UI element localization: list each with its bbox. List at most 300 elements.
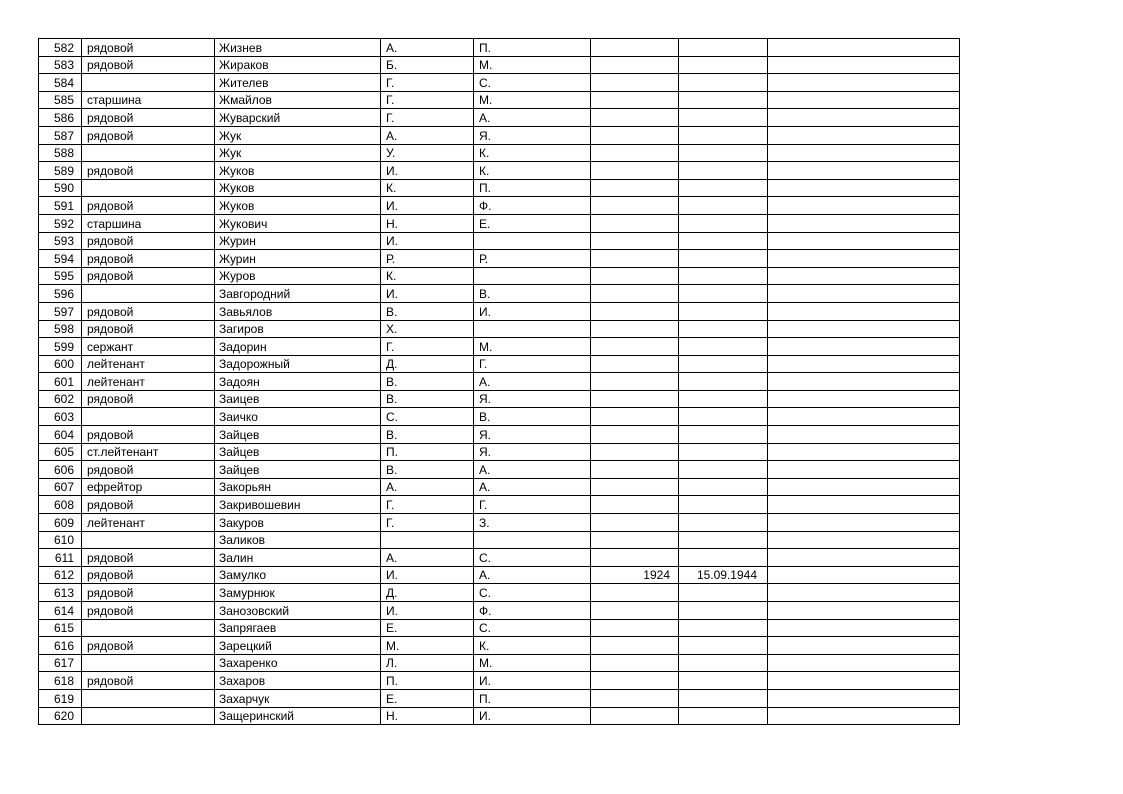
rank-cell bbox=[82, 285, 215, 303]
surname-cell: Завьялов bbox=[215, 302, 381, 320]
surname-cell: Заликов bbox=[215, 531, 381, 549]
patronymic-initial-cell bbox=[474, 531, 591, 549]
surname-cell: Закуров bbox=[215, 514, 381, 532]
row-number: 584 bbox=[39, 74, 82, 92]
first-initial-cell: У. bbox=[381, 144, 474, 162]
note-cell bbox=[768, 689, 960, 707]
table-row bbox=[39, 549, 960, 567]
row-number: 620 bbox=[39, 707, 82, 725]
row-number: 615 bbox=[39, 619, 82, 637]
row-number: 616 bbox=[39, 637, 82, 655]
table-row bbox=[39, 232, 960, 250]
rank-cell: лейтенант bbox=[82, 373, 215, 391]
first-initial-cell: Д. bbox=[381, 584, 474, 602]
table-row bbox=[39, 109, 960, 127]
first-initial-cell: Н. bbox=[381, 214, 474, 232]
first-initial-cell: А. bbox=[381, 39, 474, 57]
first-initial-cell: И. bbox=[381, 566, 474, 584]
note-cell bbox=[768, 250, 960, 268]
table-row bbox=[39, 637, 960, 655]
date-cell bbox=[679, 637, 768, 655]
birth-year-cell bbox=[591, 144, 679, 162]
first-initial-cell: Г. bbox=[381, 74, 474, 92]
table-row bbox=[39, 250, 960, 268]
date-cell bbox=[679, 672, 768, 690]
patronymic-initial-cell: Ф. bbox=[474, 197, 591, 215]
table-row bbox=[39, 179, 960, 197]
date-cell bbox=[679, 549, 768, 567]
patronymic-initial-cell: С. bbox=[474, 619, 591, 637]
table-row bbox=[39, 267, 960, 285]
date-cell bbox=[679, 478, 768, 496]
row-number: 612 bbox=[39, 566, 82, 584]
first-initial-cell: Б. bbox=[381, 56, 474, 74]
table-row bbox=[39, 56, 960, 74]
first-initial-cell: А. bbox=[381, 478, 474, 496]
rank-cell: рядовой bbox=[82, 320, 215, 338]
first-initial-cell: Р. bbox=[381, 250, 474, 268]
rank-cell: рядовой bbox=[82, 496, 215, 514]
rank-cell: ст.лейтенант bbox=[82, 443, 215, 461]
table-row bbox=[39, 619, 960, 637]
date-cell bbox=[679, 109, 768, 127]
note-cell bbox=[768, 214, 960, 232]
row-number: 618 bbox=[39, 672, 82, 690]
rank-cell bbox=[82, 74, 215, 92]
row-number: 606 bbox=[39, 461, 82, 479]
note-cell bbox=[768, 56, 960, 74]
surname-cell: Захаров bbox=[215, 672, 381, 690]
patronymic-initial-cell: К. bbox=[474, 637, 591, 655]
row-number: 591 bbox=[39, 197, 82, 215]
patronymic-initial-cell: Е. bbox=[474, 214, 591, 232]
birth-year-cell bbox=[591, 602, 679, 620]
birth-year-cell bbox=[591, 531, 679, 549]
note-cell bbox=[768, 672, 960, 690]
birth-year-cell bbox=[591, 689, 679, 707]
surname-cell: Журин bbox=[215, 250, 381, 268]
patronymic-initial-cell: М. bbox=[474, 654, 591, 672]
date-cell bbox=[679, 602, 768, 620]
note-cell bbox=[768, 443, 960, 461]
surname-cell: Жизнев bbox=[215, 39, 381, 57]
birth-year-cell bbox=[591, 267, 679, 285]
rank-cell: рядовой bbox=[82, 162, 215, 180]
surname-cell: Запрягаев bbox=[215, 619, 381, 637]
patronymic-initial-cell: Р. bbox=[474, 250, 591, 268]
patronymic-initial-cell: З. bbox=[474, 514, 591, 532]
table-row bbox=[39, 302, 960, 320]
rank-cell: рядовой bbox=[82, 232, 215, 250]
row-number: 608 bbox=[39, 496, 82, 514]
birth-year-cell bbox=[591, 373, 679, 391]
rank-cell: рядовой bbox=[82, 126, 215, 144]
rank-cell: старшина bbox=[82, 91, 215, 109]
birth-year-cell bbox=[591, 496, 679, 514]
row-number: 619 bbox=[39, 689, 82, 707]
note-cell bbox=[768, 461, 960, 479]
table-row bbox=[39, 320, 960, 338]
rank-cell: рядовой bbox=[82, 426, 215, 444]
first-initial-cell: Г. bbox=[381, 338, 474, 356]
birth-year-cell bbox=[591, 478, 679, 496]
date-cell bbox=[679, 514, 768, 532]
patronymic-initial-cell: С. bbox=[474, 74, 591, 92]
note-cell bbox=[768, 285, 960, 303]
row-number: 594 bbox=[39, 250, 82, 268]
date-cell bbox=[679, 214, 768, 232]
note-cell bbox=[768, 144, 960, 162]
first-initial-cell: М. bbox=[381, 637, 474, 655]
row-number: 600 bbox=[39, 355, 82, 373]
note-cell bbox=[768, 232, 960, 250]
date-cell bbox=[679, 531, 768, 549]
row-number: 617 bbox=[39, 654, 82, 672]
birth-year-cell bbox=[591, 637, 679, 655]
note-cell bbox=[768, 302, 960, 320]
surname-cell: Залин bbox=[215, 549, 381, 567]
date-cell bbox=[679, 91, 768, 109]
patronymic-initial-cell: А. bbox=[474, 109, 591, 127]
table-row bbox=[39, 514, 960, 532]
surname-cell: Занозовский bbox=[215, 602, 381, 620]
row-number: 605 bbox=[39, 443, 82, 461]
table-row bbox=[39, 566, 960, 584]
note-cell bbox=[768, 179, 960, 197]
row-number: 597 bbox=[39, 302, 82, 320]
note-cell bbox=[768, 654, 960, 672]
first-initial-cell: К. bbox=[381, 179, 474, 197]
surname-cell: Жуков bbox=[215, 162, 381, 180]
row-number: 589 bbox=[39, 162, 82, 180]
birth-year-cell bbox=[591, 672, 679, 690]
row-number: 590 bbox=[39, 179, 82, 197]
note-cell bbox=[768, 637, 960, 655]
surname-cell: Жукович bbox=[215, 214, 381, 232]
rank-cell: рядовой bbox=[82, 584, 215, 602]
first-initial-cell: Е. bbox=[381, 689, 474, 707]
first-initial-cell: Д. bbox=[381, 355, 474, 373]
rank-cell: рядовой bbox=[82, 461, 215, 479]
patronymic-initial-cell: П. bbox=[474, 689, 591, 707]
patronymic-initial-cell: А. bbox=[474, 478, 591, 496]
birth-year-cell: 1924 bbox=[591, 566, 679, 584]
note-cell bbox=[768, 514, 960, 532]
first-initial-cell: В. bbox=[381, 426, 474, 444]
row-number: 596 bbox=[39, 285, 82, 303]
surname-cell: Жуков bbox=[215, 197, 381, 215]
surname-cell: Завгородний bbox=[215, 285, 381, 303]
table-row bbox=[39, 654, 960, 672]
row-number: 614 bbox=[39, 602, 82, 620]
rank-cell bbox=[82, 144, 215, 162]
birth-year-cell bbox=[591, 619, 679, 637]
row-number: 585 bbox=[39, 91, 82, 109]
birth-year-cell bbox=[591, 408, 679, 426]
first-initial-cell: Х. bbox=[381, 320, 474, 338]
first-initial-cell: И. bbox=[381, 232, 474, 250]
first-initial-cell: Г. bbox=[381, 514, 474, 532]
patronymic-initial-cell: Я. bbox=[474, 443, 591, 461]
note-cell bbox=[768, 566, 960, 584]
patronymic-initial-cell: Я. bbox=[474, 390, 591, 408]
first-initial-cell: Г. bbox=[381, 496, 474, 514]
patronymic-initial-cell bbox=[474, 232, 591, 250]
table-row bbox=[39, 144, 960, 162]
table-row bbox=[39, 355, 960, 373]
birth-year-cell bbox=[591, 285, 679, 303]
table-row bbox=[39, 672, 960, 690]
patronymic-initial-cell: М. bbox=[474, 91, 591, 109]
note-cell bbox=[768, 478, 960, 496]
rank-cell: рядовой bbox=[82, 109, 215, 127]
rank-cell: рядовой bbox=[82, 672, 215, 690]
first-initial-cell: Г. bbox=[381, 109, 474, 127]
date-cell bbox=[679, 250, 768, 268]
patronymic-initial-cell: М. bbox=[474, 338, 591, 356]
date-cell bbox=[679, 390, 768, 408]
rank-cell: рядовой bbox=[82, 56, 215, 74]
birth-year-cell bbox=[591, 39, 679, 57]
rank-cell: ефрейтор bbox=[82, 478, 215, 496]
patronymic-initial-cell: К. bbox=[474, 162, 591, 180]
date-cell bbox=[679, 144, 768, 162]
table-row bbox=[39, 496, 960, 514]
birth-year-cell bbox=[591, 214, 679, 232]
surname-cell: Зайцев bbox=[215, 461, 381, 479]
table-row bbox=[39, 689, 960, 707]
patronymic-initial-cell: Ф. bbox=[474, 602, 591, 620]
rank-cell: рядовой bbox=[82, 197, 215, 215]
row-number: 599 bbox=[39, 338, 82, 356]
birth-year-cell bbox=[591, 443, 679, 461]
table-row bbox=[39, 74, 960, 92]
row-number: 610 bbox=[39, 531, 82, 549]
table-row bbox=[39, 443, 960, 461]
note-cell bbox=[768, 320, 960, 338]
first-initial-cell: Н. bbox=[381, 707, 474, 725]
row-number: 588 bbox=[39, 144, 82, 162]
surname-cell: Зайцев bbox=[215, 443, 381, 461]
patronymic-initial-cell: Я. bbox=[474, 126, 591, 144]
surname-cell: Журов bbox=[215, 267, 381, 285]
birth-year-cell bbox=[591, 426, 679, 444]
surname-cell: Жуварский bbox=[215, 109, 381, 127]
first-initial-cell: И. bbox=[381, 285, 474, 303]
first-initial-cell: И. bbox=[381, 602, 474, 620]
patronymic-initial-cell: П. bbox=[474, 39, 591, 57]
surname-cell: Заицев bbox=[215, 390, 381, 408]
patronymic-initial-cell: А. bbox=[474, 461, 591, 479]
row-number: 604 bbox=[39, 426, 82, 444]
patronymic-initial-cell: В. bbox=[474, 285, 591, 303]
rank-cell: старшина bbox=[82, 214, 215, 232]
surname-cell: Заичко bbox=[215, 408, 381, 426]
row-number: 587 bbox=[39, 126, 82, 144]
date-cell bbox=[679, 39, 768, 57]
table-row bbox=[39, 584, 960, 602]
date-cell bbox=[679, 443, 768, 461]
date-cell bbox=[679, 179, 768, 197]
date-cell bbox=[679, 689, 768, 707]
first-initial-cell: П. bbox=[381, 443, 474, 461]
row-number: 598 bbox=[39, 320, 82, 338]
birth-year-cell bbox=[591, 162, 679, 180]
birth-year-cell bbox=[591, 91, 679, 109]
note-cell bbox=[768, 162, 960, 180]
first-initial-cell: А. bbox=[381, 126, 474, 144]
first-initial-cell: И. bbox=[381, 197, 474, 215]
first-initial-cell: С. bbox=[381, 408, 474, 426]
birth-year-cell bbox=[591, 179, 679, 197]
rank-cell: рядовой bbox=[82, 302, 215, 320]
patronymic-initial-cell: С. bbox=[474, 584, 591, 602]
date-cell bbox=[679, 267, 768, 285]
note-cell bbox=[768, 355, 960, 373]
table-row bbox=[39, 602, 960, 620]
surname-cell: Закривошевин bbox=[215, 496, 381, 514]
first-initial-cell bbox=[381, 531, 474, 549]
row-number: 601 bbox=[39, 373, 82, 391]
date-cell bbox=[679, 355, 768, 373]
row-number: 583 bbox=[39, 56, 82, 74]
first-initial-cell: Е. bbox=[381, 619, 474, 637]
rank-cell bbox=[82, 179, 215, 197]
rank-cell: лейтенант bbox=[82, 355, 215, 373]
rank-cell: рядовой bbox=[82, 637, 215, 655]
surname-cell: Жираков bbox=[215, 56, 381, 74]
first-initial-cell: В. bbox=[381, 302, 474, 320]
table-row bbox=[39, 461, 960, 479]
date-cell bbox=[679, 496, 768, 514]
date-cell bbox=[679, 584, 768, 602]
date-cell bbox=[679, 232, 768, 250]
table-row bbox=[39, 126, 960, 144]
roster-body bbox=[39, 39, 960, 725]
date-cell bbox=[679, 373, 768, 391]
surname-cell: Зайцев bbox=[215, 426, 381, 444]
row-number: 595 bbox=[39, 267, 82, 285]
row-number: 609 bbox=[39, 514, 82, 532]
patronymic-initial-cell: П. bbox=[474, 179, 591, 197]
table-row bbox=[39, 390, 960, 408]
date-cell: 15.09.1944 bbox=[679, 566, 768, 584]
row-number: 586 bbox=[39, 109, 82, 127]
birth-year-cell bbox=[591, 355, 679, 373]
first-initial-cell: П. bbox=[381, 672, 474, 690]
surname-cell: Жук bbox=[215, 126, 381, 144]
date-cell bbox=[679, 461, 768, 479]
date-cell bbox=[679, 56, 768, 74]
date-cell bbox=[679, 408, 768, 426]
birth-year-cell bbox=[591, 302, 679, 320]
rank-cell: рядовой bbox=[82, 602, 215, 620]
birth-year-cell bbox=[591, 232, 679, 250]
rank-cell bbox=[82, 408, 215, 426]
birth-year-cell bbox=[591, 461, 679, 479]
note-cell bbox=[768, 373, 960, 391]
row-number: 602 bbox=[39, 390, 82, 408]
note-cell bbox=[768, 91, 960, 109]
patronymic-initial-cell: М. bbox=[474, 56, 591, 74]
date-cell bbox=[679, 74, 768, 92]
first-initial-cell: А. bbox=[381, 549, 474, 567]
note-cell bbox=[768, 338, 960, 356]
row-number: 613 bbox=[39, 584, 82, 602]
rank-cell: рядовой bbox=[82, 390, 215, 408]
patronymic-initial-cell: А. bbox=[474, 566, 591, 584]
row-number: 592 bbox=[39, 214, 82, 232]
birth-year-cell bbox=[591, 338, 679, 356]
table-row bbox=[39, 162, 960, 180]
date-cell bbox=[679, 426, 768, 444]
rank-cell: сержант bbox=[82, 338, 215, 356]
note-cell bbox=[768, 408, 960, 426]
table-row bbox=[39, 197, 960, 215]
rank-cell: лейтенант bbox=[82, 514, 215, 532]
rank-cell: рядовой bbox=[82, 39, 215, 57]
patronymic-initial-cell bbox=[474, 320, 591, 338]
table-row bbox=[39, 531, 960, 549]
birth-year-cell bbox=[591, 320, 679, 338]
first-initial-cell: К. bbox=[381, 267, 474, 285]
patronymic-initial-cell: Г. bbox=[474, 355, 591, 373]
note-cell bbox=[768, 549, 960, 567]
rank-cell bbox=[82, 531, 215, 549]
note-cell bbox=[768, 267, 960, 285]
table-row bbox=[39, 373, 960, 391]
date-cell bbox=[679, 302, 768, 320]
date-cell bbox=[679, 126, 768, 144]
first-initial-cell: В. bbox=[381, 373, 474, 391]
patronymic-initial-cell: С. bbox=[474, 549, 591, 567]
birth-year-cell bbox=[591, 707, 679, 725]
rank-cell: рядовой bbox=[82, 267, 215, 285]
surname-cell: Закорьян bbox=[215, 478, 381, 496]
rank-cell: рядовой bbox=[82, 549, 215, 567]
note-cell bbox=[768, 390, 960, 408]
note-cell bbox=[768, 707, 960, 725]
date-cell bbox=[679, 338, 768, 356]
surname-cell: Журин bbox=[215, 232, 381, 250]
surname-cell: Жмайлов bbox=[215, 91, 381, 109]
note-cell bbox=[768, 531, 960, 549]
patronymic-initial-cell: К. bbox=[474, 144, 591, 162]
note-cell bbox=[768, 74, 960, 92]
birth-year-cell bbox=[591, 549, 679, 567]
note-cell bbox=[768, 109, 960, 127]
note-cell bbox=[768, 619, 960, 637]
rank-cell bbox=[82, 707, 215, 725]
birth-year-cell bbox=[591, 390, 679, 408]
surname-cell: Замурнюк bbox=[215, 584, 381, 602]
date-cell bbox=[679, 285, 768, 303]
table-row bbox=[39, 39, 960, 57]
surname-cell: Жителев bbox=[215, 74, 381, 92]
birth-year-cell bbox=[591, 109, 679, 127]
surname-cell: Жуков bbox=[215, 179, 381, 197]
date-cell bbox=[679, 707, 768, 725]
note-cell bbox=[768, 602, 960, 620]
note-cell bbox=[768, 126, 960, 144]
date-cell bbox=[679, 654, 768, 672]
surname-cell: Задоян bbox=[215, 373, 381, 391]
roster-table bbox=[38, 38, 960, 725]
patronymic-initial-cell: И. bbox=[474, 707, 591, 725]
first-initial-cell: Г. bbox=[381, 91, 474, 109]
patronymic-initial-cell bbox=[474, 267, 591, 285]
rank-cell: рядовой bbox=[82, 250, 215, 268]
